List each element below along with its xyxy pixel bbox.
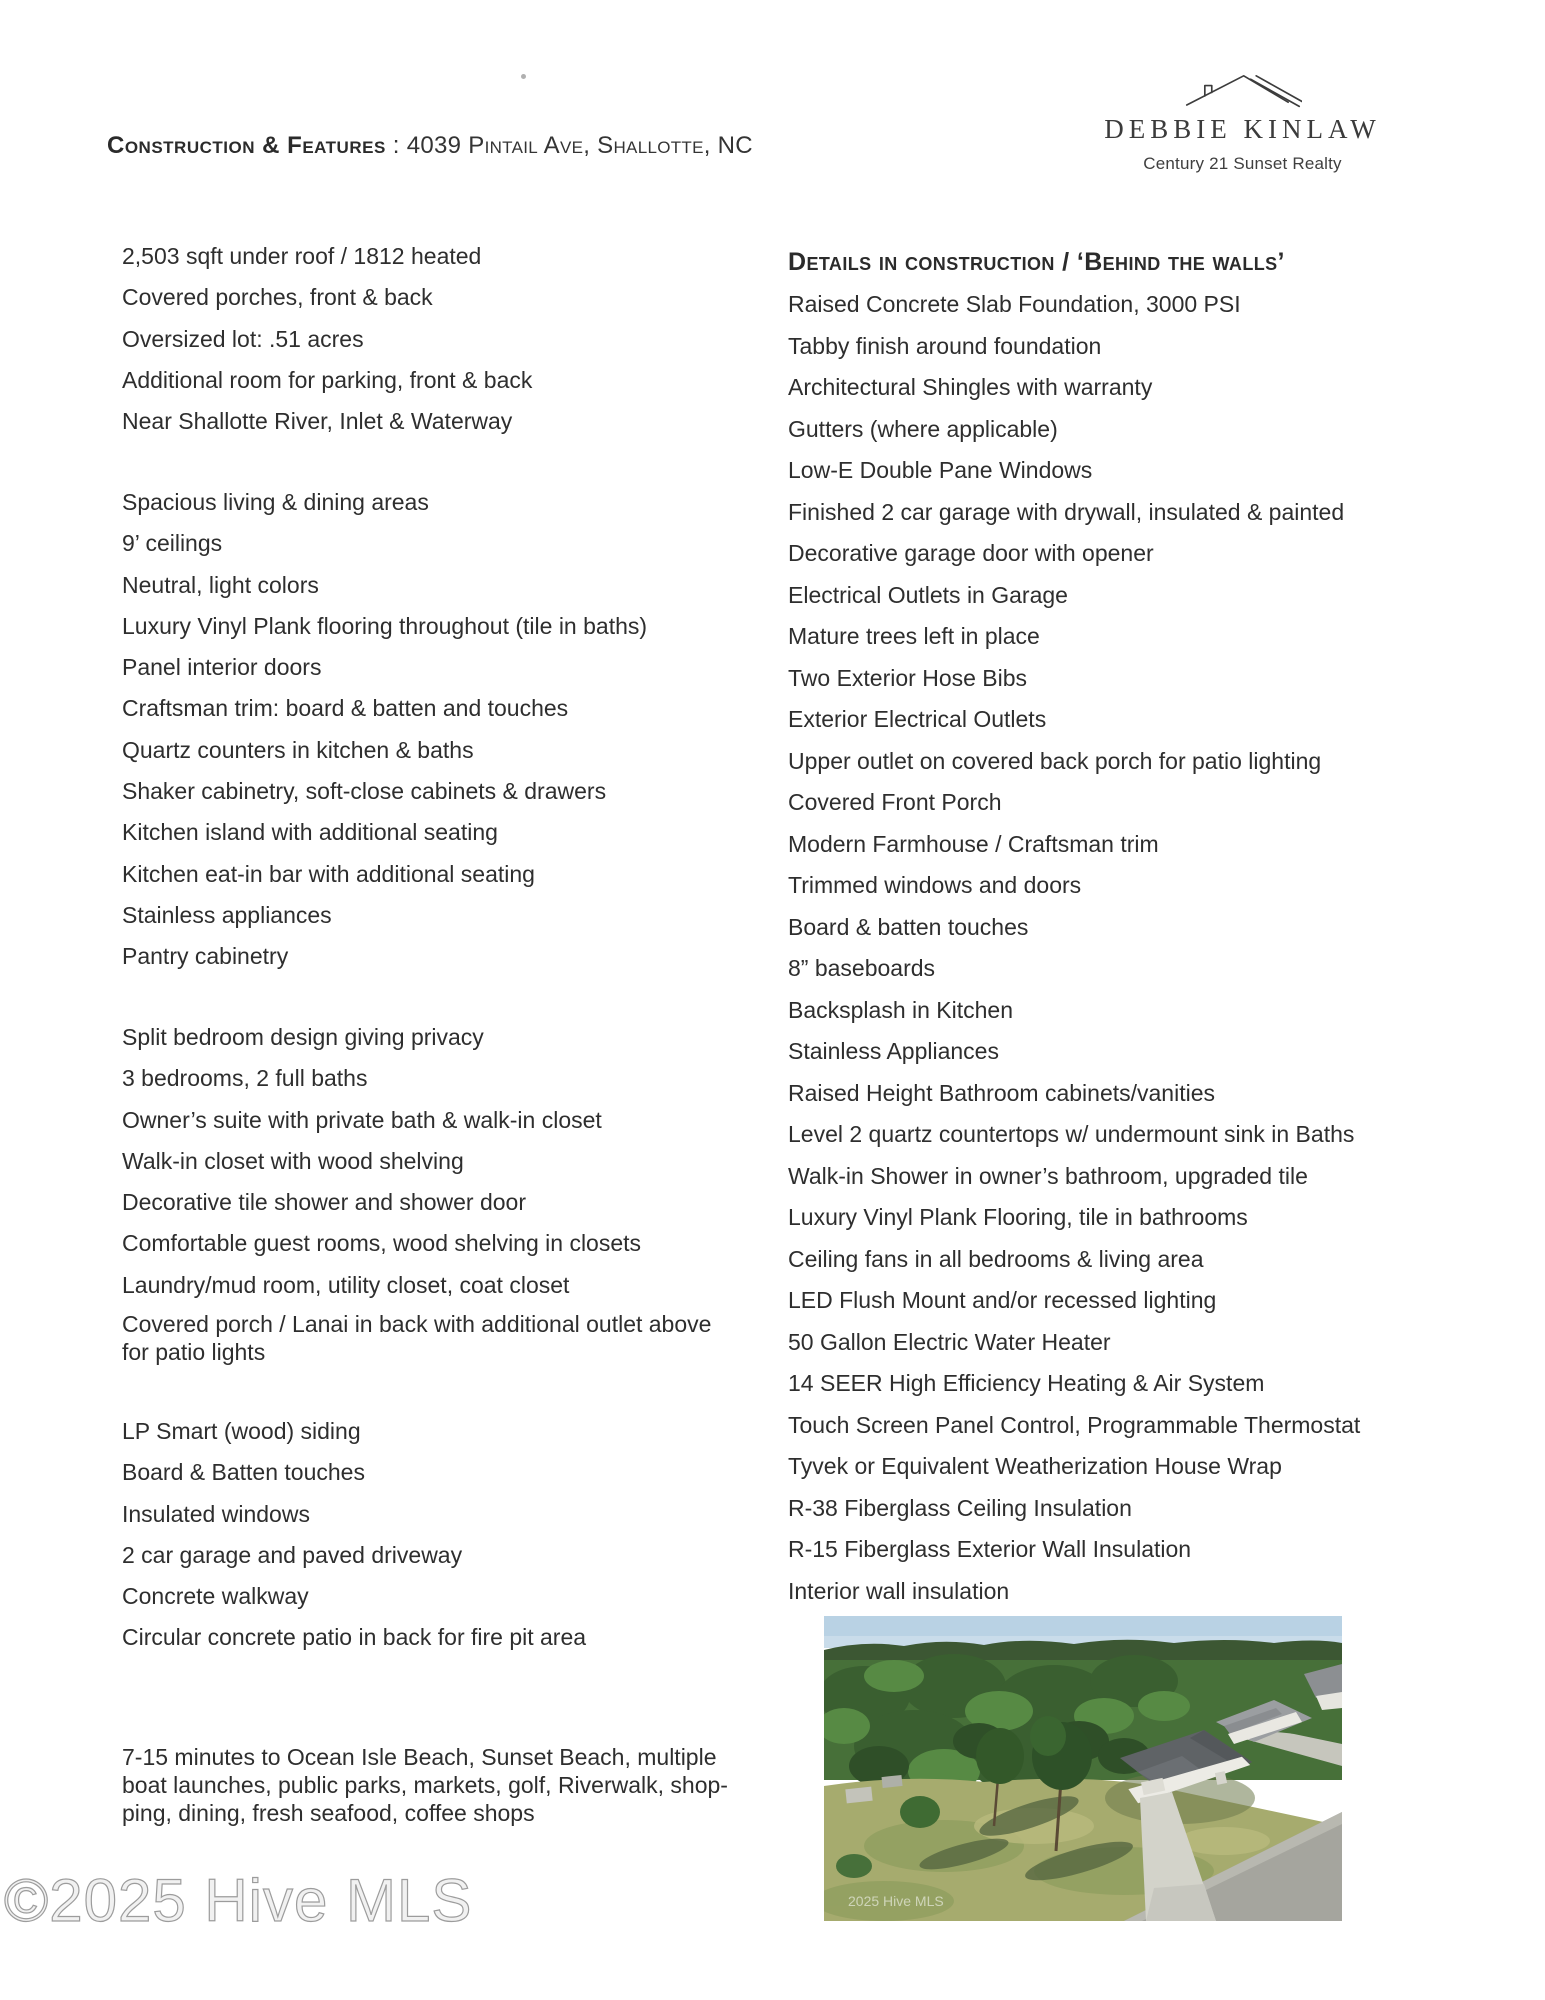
brokerage-name: Century 21 Sunset Realty: [1143, 154, 1342, 173]
feature-line: Tyvek or Equivalent Weatherization House Wrap: [788, 1453, 1282, 1479]
feature-line: Upper outlet on covered back porch for patio lighting: [788, 747, 1322, 774]
feature-line: Finished 2 car garage with drywall, insulated & painted: [788, 498, 1345, 525]
features-group-interior: [122, 482, 647, 978]
feature-line: LP Smart (wood) siding: [122, 1418, 361, 1444]
feature-line: Architectural Shingles with warranty: [788, 374, 1153, 400]
feature-line: Mature trees left in place: [788, 623, 1040, 649]
feature-line: 50 Gallon Electric Water Heater: [788, 1328, 1111, 1355]
feature-line: Gutters (where applicable): [788, 415, 1058, 442]
feature-line: Raised Concrete Slab Foundation, 3000 PSI: [788, 291, 1241, 317]
feature-line: Near Shallotte River, Inlet & Waterway: [122, 408, 513, 435]
feature-line: Raised Height Bathroom cabinets/vanities: [788, 1079, 1216, 1106]
feature-line: Luxury Vinyl Plank Flooring, tile in bathrooms: [788, 1204, 1248, 1230]
feature-line: Pantry cabinetry: [122, 943, 289, 970]
feature-line: Circular concrete patio in back for fire pit area: [122, 1624, 587, 1651]
feature-line: 2 car garage and paved driveway: [122, 1541, 463, 1568]
feature-line: Trimmed windows and doors: [788, 872, 1082, 898]
paragraph-line: 7-15 minutes to Ocean Isle Beach, Sunset Beach, multiple: [122, 1744, 717, 1770]
feature-line: Additional room for parking, front & back: [122, 366, 533, 393]
feature-line: Board & Batten touches: [122, 1459, 365, 1486]
feature-line: Panel interior doors: [122, 654, 322, 681]
feature-line: Decorative tile shower and shower door: [122, 1189, 526, 1216]
feature-line: Covered Front Porch: [788, 789, 1002, 815]
feature-line: Modern Farmhouse / Craftsman trim: [788, 830, 1159, 857]
property-address: 4039 Pintail Ave, Shallotte, NC: [406, 132, 753, 159]
paragraph-line: ping, dining, fresh seafood, coffee shops: [122, 1800, 535, 1826]
features-group-bedrooms: [122, 1017, 641, 1306]
features-group-lot: [122, 236, 532, 442]
construction-details-list: [788, 284, 1360, 1612]
feature-line: Oversized lot: .51 acres: [122, 325, 364, 352]
roofline-icon: [1090, 70, 1395, 108]
feature-line: Shaker cabinetry, soft-close cabinets & drawers: [122, 778, 607, 805]
feature-line: Spacious living & dining areas: [122, 489, 429, 515]
feature-line: Kitchen island with additional seating: [122, 819, 498, 846]
construction-details-heading: Details in construction / ‘Behind the walls’: [788, 248, 1285, 276]
feature-covered-porch: [122, 1311, 711, 1366]
feature-line: Low-E Double Pane Windows: [788, 457, 1093, 483]
feature-line: Insulated windows: [122, 1500, 310, 1527]
feature-line: Exterior Electrical Outlets: [788, 706, 1047, 732]
feature-line: Decorative garage door with opener: [788, 540, 1154, 566]
feature-line: Luxury Vinyl Plank flooring throughout (tile in baths): [122, 612, 648, 639]
feature-line: 8” baseboards: [788, 955, 936, 981]
feature-line: R-38 Fiberglass Ceiling Insulation: [788, 1494, 1132, 1521]
feature-line: Level 2 quartz countertops w/ undermount sink in Baths: [788, 1121, 1355, 1147]
feature-line: Stainless Appliances: [788, 1038, 999, 1064]
feature-line: Craftsman trim: board & batten and touches: [122, 695, 569, 722]
feature-line: Stainless appliances: [122, 901, 332, 928]
document-header: [107, 132, 753, 160]
aerial-photo: [824, 1616, 1342, 1921]
feature-line: 3 bedrooms, 2 full baths: [122, 1065, 368, 1092]
feature-line: Two Exterior Hose Bibs: [788, 664, 1028, 691]
feature-line: Kitchen eat-in bar with additional seating: [122, 860, 535, 887]
feature-line: Neutral, light colors: [122, 571, 319, 598]
feature-line: Backsplash in Kitchen: [788, 996, 1014, 1023]
agent-logo: [1090, 70, 1395, 174]
feature-line: Covered porch / Lanai in back with additional outlet above: [122, 1311, 712, 1337]
feature-line: 14 SEER High Efficiency Heating & Air System: [788, 1370, 1265, 1396]
feature-line: Walk-in closet with wood shelving: [122, 1147, 464, 1174]
location-paragraph: [122, 1743, 728, 1827]
feature-line: for patio lights: [122, 1338, 266, 1365]
feature-line: Covered porches, front & back: [122, 284, 433, 311]
feature-line: Board & batten touches: [788, 913, 1029, 940]
features-group-exterior: [122, 1411, 586, 1659]
agent-name: DEBBIE KINLAW: [1104, 114, 1381, 144]
feature-line: Interior wall insulation: [788, 1577, 1010, 1604]
feature-line: Laundry/mud room, utility closet, coat closet: [122, 1271, 570, 1298]
feature-line: Concrete walkway: [122, 1583, 309, 1610]
mls-watermark: ©2025 Hive MLS: [4, 1867, 473, 1934]
feature-line: Touch Screen Panel Control, Programmable Thermostat: [788, 1411, 1361, 1438]
feature-line: Tabby finish around foundation: [788, 332, 1102, 359]
feature-line: LED Flush Mount and/or recessed lighting: [788, 1287, 1217, 1313]
feature-line: Split bedroom design giving privacy: [122, 1024, 484, 1050]
feature-line: Comfortable guest rooms, wood shelving in closets: [122, 1230, 642, 1257]
header-separator: :: [385, 132, 407, 159]
feature-line: R-15 Fiberglass Exterior Wall Insulation: [788, 1536, 1192, 1562]
feature-line: 2,503 sqft under roof / 1812 heated: [122, 243, 482, 269]
feature-line: Electrical Outlets in Garage: [788, 581, 1068, 608]
photo-watermark: 2025 Hive MLS: [848, 1893, 944, 1909]
feature-line: 9’ ceilings: [122, 530, 223, 557]
feature-line: Ceiling fans in all bedrooms & living area: [788, 1245, 1204, 1272]
feature-line: Owner’s suite with private bath & walk-in closet: [122, 1106, 602, 1133]
feature-line: Quartz counters in kitchen & baths: [122, 736, 474, 763]
scan-artifact-dot: [521, 74, 526, 79]
paragraph-line: boat launches, public parks, markets, golf, Riverwalk, shop-: [122, 1772, 728, 1798]
page-title: Construction & Features: [107, 132, 386, 159]
feature-line: Walk-in Shower in owner’s bathroom, upgraded tile: [788, 1162, 1308, 1189]
